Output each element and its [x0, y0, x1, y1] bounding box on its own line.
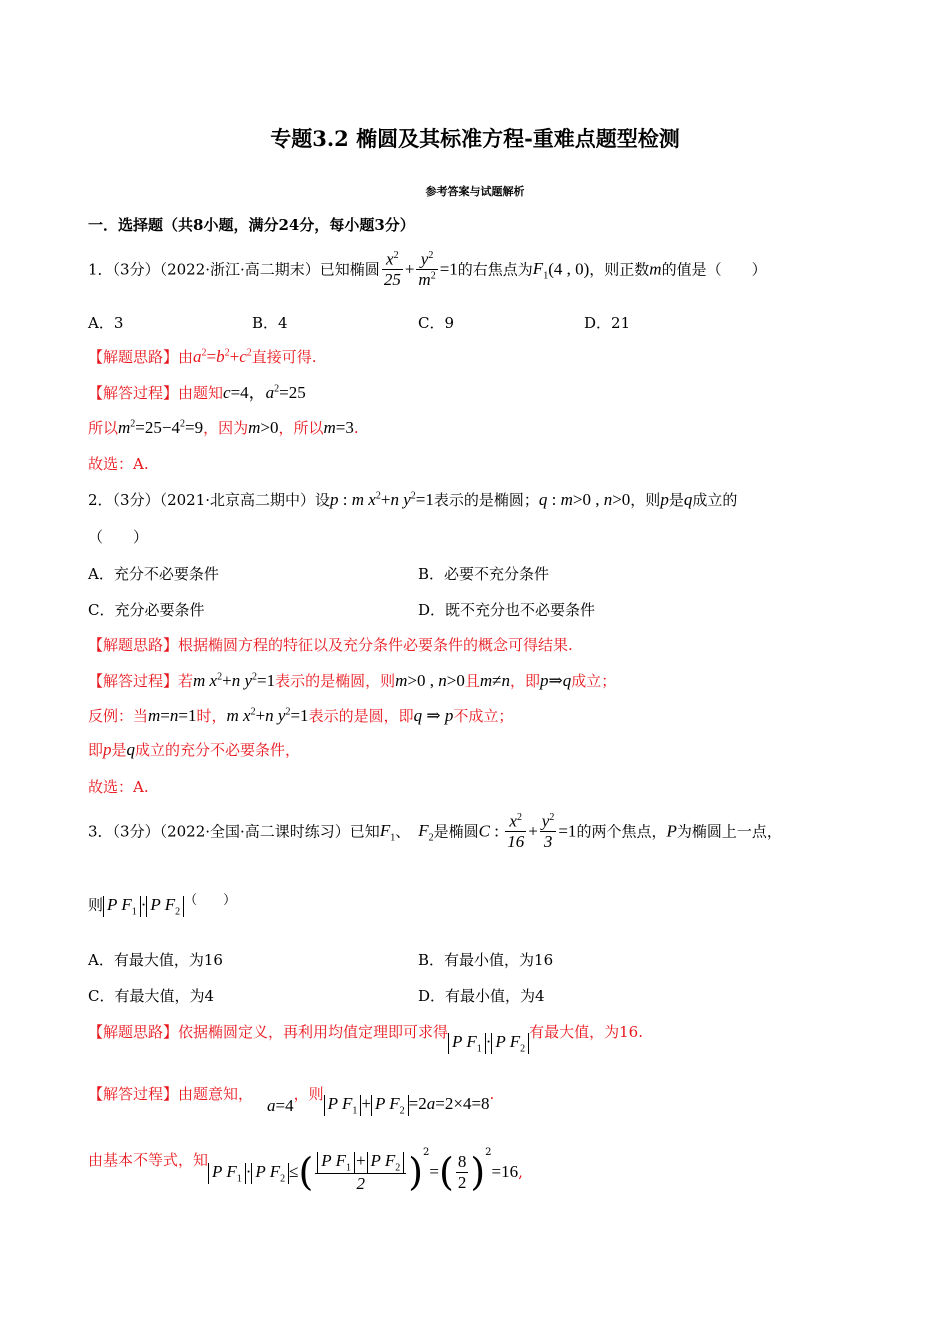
q2-summary: 即p是q成立的充分不必要条件， [88, 740, 301, 759]
q3-inequality: 由基本不等式，知P $F_1 \cdot P$ $F_2$ ≤( $\frac{P F_1 + P F_2}{2}$ )$^2$=( $\frac{8}{2}$ )$^2$=16, [88, 1147, 523, 1195]
q1-process: 【解答过程】由题知c=4，$a^2=25$ [88, 383, 306, 402]
q2-option-d: D．既不充分也不必要条件 [418, 601, 596, 619]
page-title: 专题3.2 椭圆及其标准方程-重难点题型检测 [270, 126, 680, 151]
q3-fraction-x: $\frac{x^2}{16}$ [507, 811, 525, 852]
question-1: 1．（3分）（2022·浙江·高二期末）已知椭圆 $\frac{x^2}{25}$ + $\frac{y^2}{m^2}$ =1的右焦点为$F_1(4$ , 0)，则正数m的值是（ ） [88, 249, 767, 290]
q3-hint: 【解题思路】依据椭圆定义，再利用均值定理即可求得 P $F_1 \cdot P$ $F_2$有最大值，为16. [88, 1023, 643, 1055]
q1-hint-label: 【解题思路】 [88, 348, 179, 366]
q3-option-d: D．有最小值，为4 [418, 987, 545, 1005]
q1-option-a: A．3 [88, 314, 124, 332]
q2-counterexample: 反例：当m=n=1时，m $x^2+n$ $y^2=1$表示的是圆，即q ⇒ p不成立； [88, 706, 514, 725]
q3-option-b: B．有最小值，为16 [418, 951, 554, 969]
q1-answer: 故选：A. [88, 455, 149, 473]
section-heading: 一．选择题（共8小题，满分24分，每小题3分） [88, 216, 415, 234]
q1-mid: 的右焦点为 [457, 260, 533, 279]
q2-option-c: C．充分必要条件 [88, 601, 205, 619]
q1-line3: 所以$m^2=25-4^2=9$，因为m>0，所以m=3. [88, 418, 359, 437]
q1-option-d: D．21 [584, 314, 631, 332]
q1-option-c: C．9 [418, 314, 455, 332]
q3-process: 【解答过程】由题意知，a=4，则 P $F_1 + P$ $F_2 =2a=2\times 4=8$. [88, 1085, 495, 1117]
q1-prefix: 1．（3分）（2022·浙江·高二期末）已知椭圆 [88, 260, 380, 279]
q1-suffix: 的值是（ ） [661, 260, 767, 279]
q1-hint: 【解题思路】由$a^2=b^2+c^2$直接可得. [88, 347, 317, 366]
page-subtitle: 参考答案与试题解析 [425, 185, 525, 198]
q3-eight-over-two: $\frac{8}{2}$ [457, 1151, 467, 1192]
q1-option-b: B．4 [252, 314, 288, 332]
q2-paren: （ ） [88, 528, 149, 546]
q3-line2: 则 P $F_1 \cdot P$ $F_2$（ ） [88, 893, 237, 918]
q3-option-a: A．有最大值，为16 [88, 951, 223, 969]
q2-process: 【解答过程】若m $x^2+n$ $y^2=1$表示的是椭圆，则m>0 , n>0且m≠n，即p⇒q成立； [88, 671, 617, 690]
q1-mid2: ，则正数 [589, 260, 650, 279]
q2-option-a: A．充分不必要条件 [88, 565, 219, 583]
q3-fraction-y: $\frac{y^2}{3}$ [541, 811, 555, 852]
q1-fraction-y: $\frac{y^2}{m^2}$ [418, 249, 436, 290]
q1-focus: $F_1$ [532, 259, 549, 282]
question-3: 3．（3分）（2022·全国·高二课时练习）已知$F_1$、 $F_2$是椭圆C : $\frac{x^2}{16}$ + $\frac{y^2}{3}$ =1的两个焦点，P为椭圆上一点， [88, 811, 782, 852]
q1-fraction-x: $\frac{x^2}{25}$ [383, 249, 401, 290]
q3-option-c: C．有最大值，为4 [88, 987, 215, 1005]
question-2: 2．（3分）（2021·北京高二期中）设p : m $x^2+n$ $y^2=1$表示的是椭圆；q : m>0 , n>0，则p是q成立的 [88, 490, 738, 509]
q3-ineq-fraction: $\frac{P F_1 + P F_2}{2}$ [315, 1152, 406, 1195]
q1-process-label: 【解答过程】 [88, 384, 179, 402]
q2-answer: 故选：A. [88, 778, 149, 796]
q2-option-b: B．必要不充分条件 [418, 565, 550, 583]
q2-hint: 【解题思路】根据椭圆方程的特征以及充分条件必要条件的概念可得结果. [88, 636, 573, 654]
